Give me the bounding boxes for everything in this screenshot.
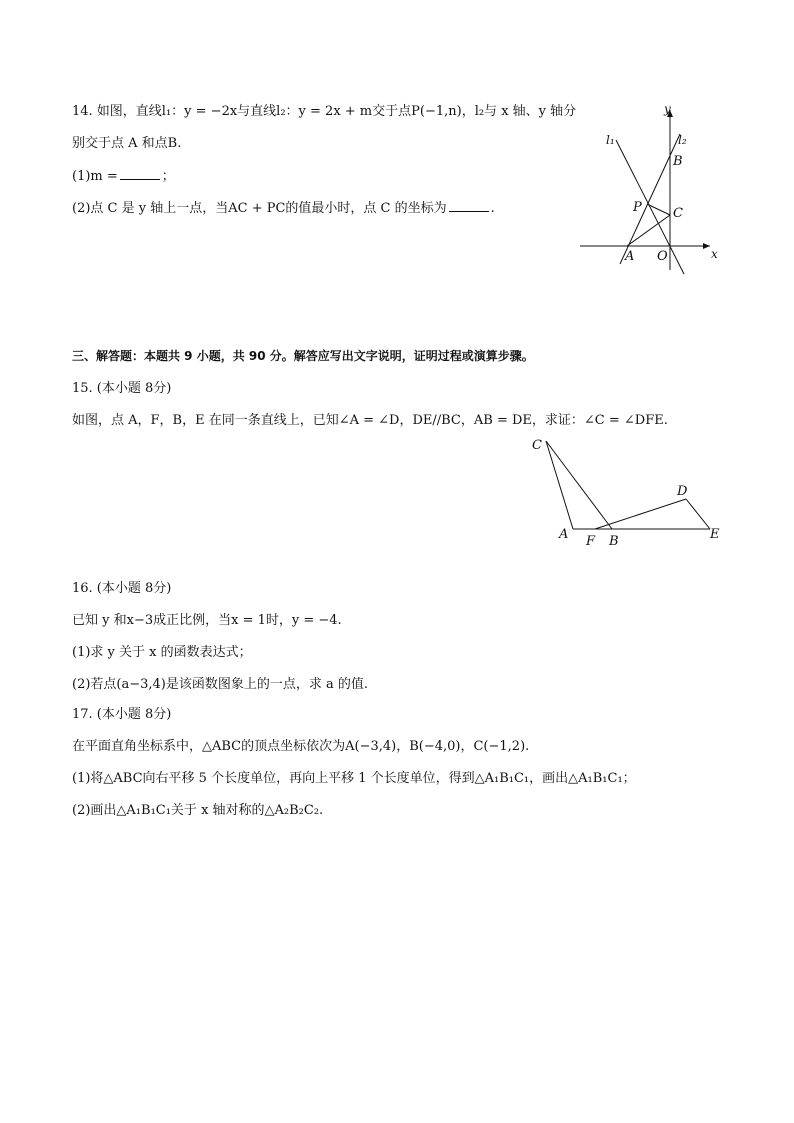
section-heading: 三、解答题：本题共 9 小题，共 90 分。解答应写出文字说明，证明过程或演算步骤。 <box>72 349 534 363</box>
segment-ac <box>627 215 670 246</box>
segment-fd <box>595 499 686 529</box>
segment-pc <box>647 204 670 215</box>
label-b: B <box>609 534 619 549</box>
label-a: A <box>559 527 569 542</box>
answer-blank-2 <box>449 199 489 212</box>
q17-part1: (1)将△ABC向右平移 5 个长度单位，再向上平移 1 个长度单位，得到△A₁B₁C₁，画出△A₁B₁C₁； <box>72 771 636 786</box>
q14-part1-prefix: (1)m = <box>72 169 118 184</box>
q14-figure <box>570 98 730 278</box>
segment-cb <box>546 441 612 529</box>
answer-blank-1 <box>120 167 160 180</box>
label-l2: l₂ <box>678 133 687 147</box>
q17-part2: (2)画出△A₁B₁C₁关于 x 轴对称的△A₂B₂C₂. <box>72 803 324 818</box>
q17-header: 17. (本小题 8分) <box>72 707 172 722</box>
label-c: C <box>532 438 542 453</box>
q15-header: 15. (本小题 8分) <box>72 381 172 396</box>
q17-text: 在平面直角坐标系中，△ABC的顶点坐标依次为A(−3,4)，B(−4,0)，C(−1,2). <box>72 739 530 754</box>
label-x: x <box>711 247 718 261</box>
segment-ca <box>546 441 573 529</box>
label-o: O <box>657 249 668 264</box>
q16-header: 16. (本小题 8分) <box>72 581 172 596</box>
q16-text: 已知 y 和x−3成正比例，当x = 1时，y = −4. <box>72 613 342 628</box>
q15-text: 如图，点 A，F，B，E 在同一条直线上，已知∠A = ∠D，DE//BC，AB = DE，求证：∠C = ∠DFE. <box>72 413 668 428</box>
q14-part2 <box>72 199 495 218</box>
x-axis-arrow <box>703 243 710 249</box>
label-c: C <box>673 206 683 221</box>
q14-line1: 14. 如图，直线l₁：y = −2x与直线l₂：y = 2x + m交于点P(−1,n)，l₂与 x 轴、y 轴分 <box>72 104 577 119</box>
label-e: E <box>710 527 720 542</box>
q16-part1: (1)求 y 关于 x 的函数表达式； <box>72 645 252 660</box>
q14-part1-suffix: ； <box>161 169 175 184</box>
label-l1: l₁ <box>606 133 615 147</box>
label-a: A <box>625 249 635 264</box>
label-d: D <box>677 484 688 499</box>
q14-part2-prefix: (2)点 C 是 y 轴上一点，当AC + PC的值最小时，点 C 的坐标为 <box>72 201 447 216</box>
label-f: F <box>586 534 596 549</box>
q14-line2: 别交于点 A 和点B. <box>72 136 182 151</box>
segment-de <box>686 499 710 529</box>
q14-part2-suffix: . <box>490 201 495 216</box>
label-b: B <box>673 154 683 169</box>
q14-part1 <box>72 167 175 186</box>
q15-figure <box>525 430 735 550</box>
label-p: P <box>633 200 642 215</box>
q16-part2: (2)若点(a−3,4)是该函数图象上的一点，求 a 的值. <box>72 677 369 692</box>
label-y: y <box>664 102 671 116</box>
